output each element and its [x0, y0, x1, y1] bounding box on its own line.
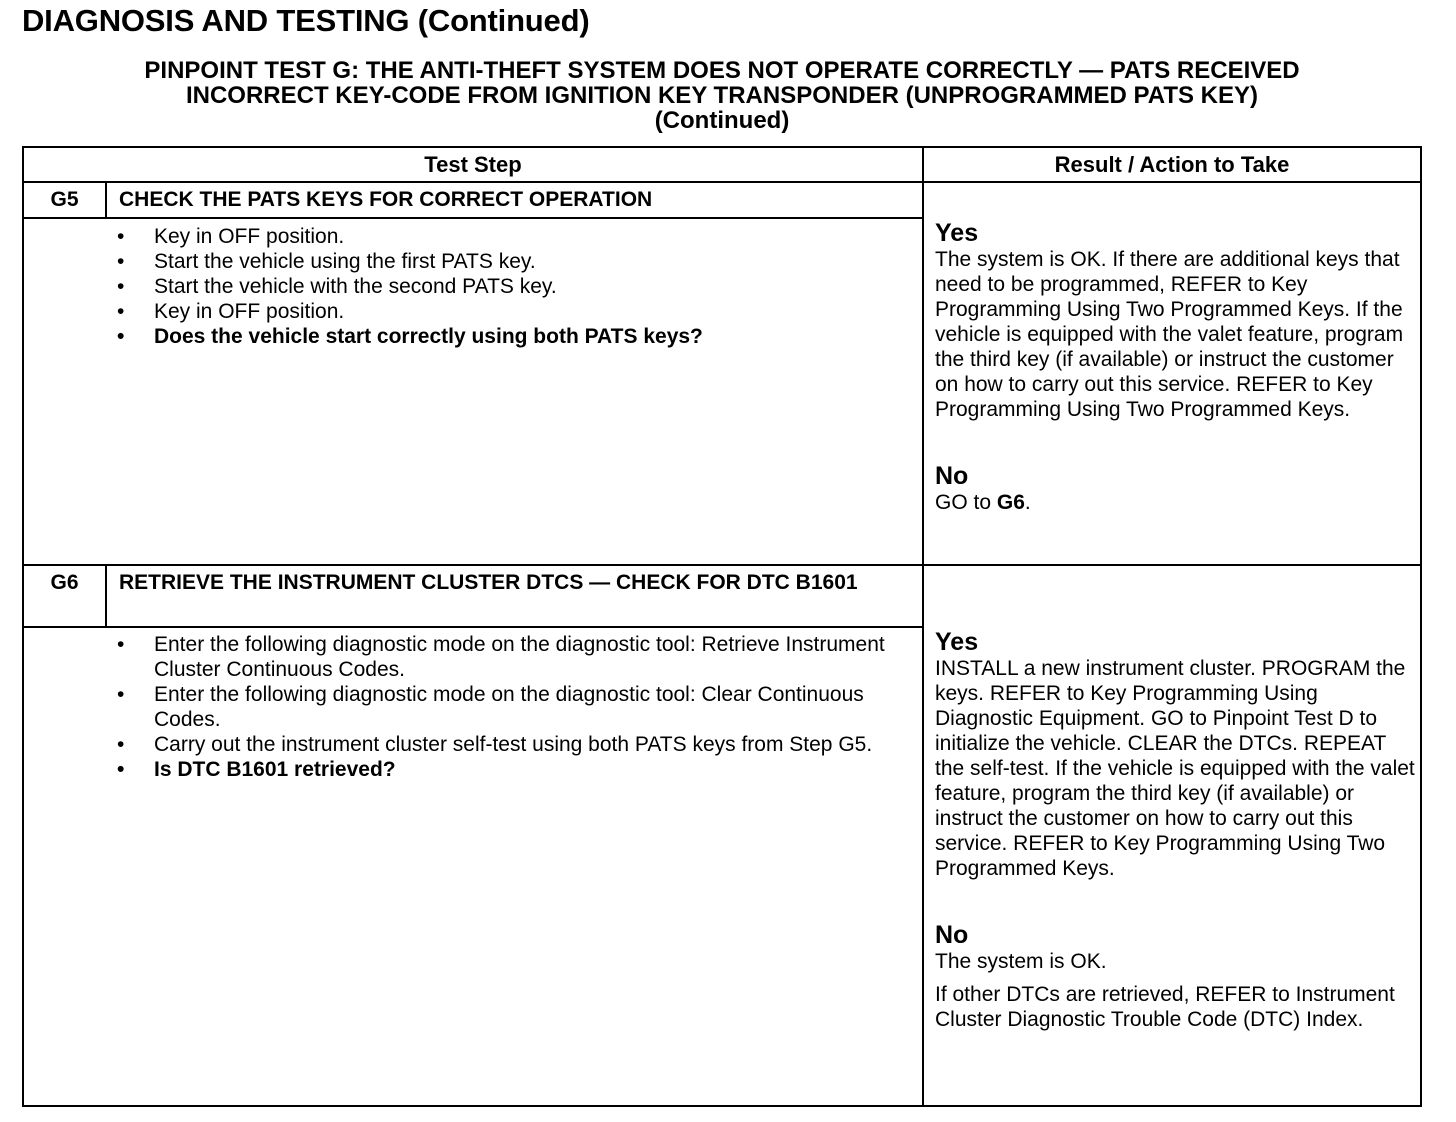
result-action-g6 — [924, 629, 1420, 1032]
list-item: • Key in OFF position. — [117, 224, 907, 249]
yes-action-text: The system is OK. If there are additional keys that need to be programmed, REFER to Key Programming Using Two Programmed Keys. If the vehicle is equipped with the valet feature, program the third key (if available) or instruct the customer on how to carry out this service. REFER to Key Programming Using Two Programmed Keys. — [935, 248, 1404, 421]
list-item: • Key in OFF position. — [117, 299, 907, 324]
goto-step-link: G6 — [996, 491, 1025, 514]
step-id-g6: G6 — [50, 571, 79, 594]
test-title-line: INCORRECT KEY-CODE FROM IGNITION KEY TRANSPONDER (UNPROGRAMMED PATS KEY) — [185, 82, 1259, 109]
no-label: No — [935, 462, 969, 490]
no-label: No — [935, 921, 969, 949]
list-item: • Start the vehicle with the second PATS key. — [117, 274, 907, 299]
list-item: • Enter the following diagnostic mode on the diagnostic tool: Retrieve Instrument Cluster Continuous Codes. — [117, 632, 907, 682]
header-result-action: Result / Action to Take — [1054, 152, 1290, 177]
no-action-text: The system is OK. — [935, 950, 1107, 973]
yes-action-text: INSTALL a new instrument cluster. PROGRAM the keys. REFER to Key Programming Using Diagnostic Equipment. GO to Pinpoint Test D to initialize the vehicle. CLEAR the DTCs. REPEAT the self-test. If the vehicle is equipped with the valet feature, program the third key (if available) or instruct the customer on how to carry out this service. REFER to Key Programming Using Two Programmed Keys. — [935, 657, 1415, 880]
step-question: • Is DTC B1601 retrieved? — [117, 757, 907, 782]
step-title-g5: CHECK THE PATS KEYS FOR CORRECT OPERATION — [119, 188, 653, 211]
pinpoint-test-table — [22, 146, 1422, 1107]
yes-label: Yes — [935, 628, 979, 656]
table-divider — [24, 564, 1420, 566]
table-divider — [24, 626, 922, 628]
pinpoint-test-title — [22, 58, 1422, 133]
test-title-line: (Continued) — [654, 107, 790, 134]
yes-label: Yes — [935, 219, 979, 247]
list-item: • Start the vehicle using the first PATS key. — [117, 249, 907, 274]
list-item: • Carry out the instrument cluster self-test using both PATS keys from Step G5. — [117, 732, 907, 757]
table-divider — [24, 217, 922, 219]
test-title-line: PINPOINT TEST G: THE ANTI-THEFT SYSTEM DOES NOT OPERATE CORRECTLY — PATS RECEIVED — [144, 57, 1300, 84]
list-item: • Enter the following diagnostic mode on the diagnostic tool: Clear Continuous Codes. — [117, 682, 907, 732]
step-instructions-g5 — [117, 224, 907, 349]
page-title: DIAGNOSIS AND TESTING (Continued) — [22, 3, 590, 38]
step-title-g6: RETRIEVE THE INSTRUMENT CLUSTER DTCS — CHECK FOR DTC B1601 — [119, 571, 858, 594]
step-question: • Does the vehicle start correctly using both PATS keys? — [117, 324, 907, 349]
step-id-g5: G5 — [50, 188, 79, 211]
other-dtcs-text: If other DTCs are retrieved, REFER to Instrument Cluster Diagnostic Trouble Code (DTC) Index. — [935, 983, 1395, 1031]
header-test-step: Test Step — [424, 152, 522, 177]
result-action-g5 — [924, 220, 1420, 515]
table-divider — [24, 181, 1420, 183]
step-instructions-g6 — [117, 632, 907, 782]
no-action-text: GO to G6. — [935, 491, 1031, 514]
